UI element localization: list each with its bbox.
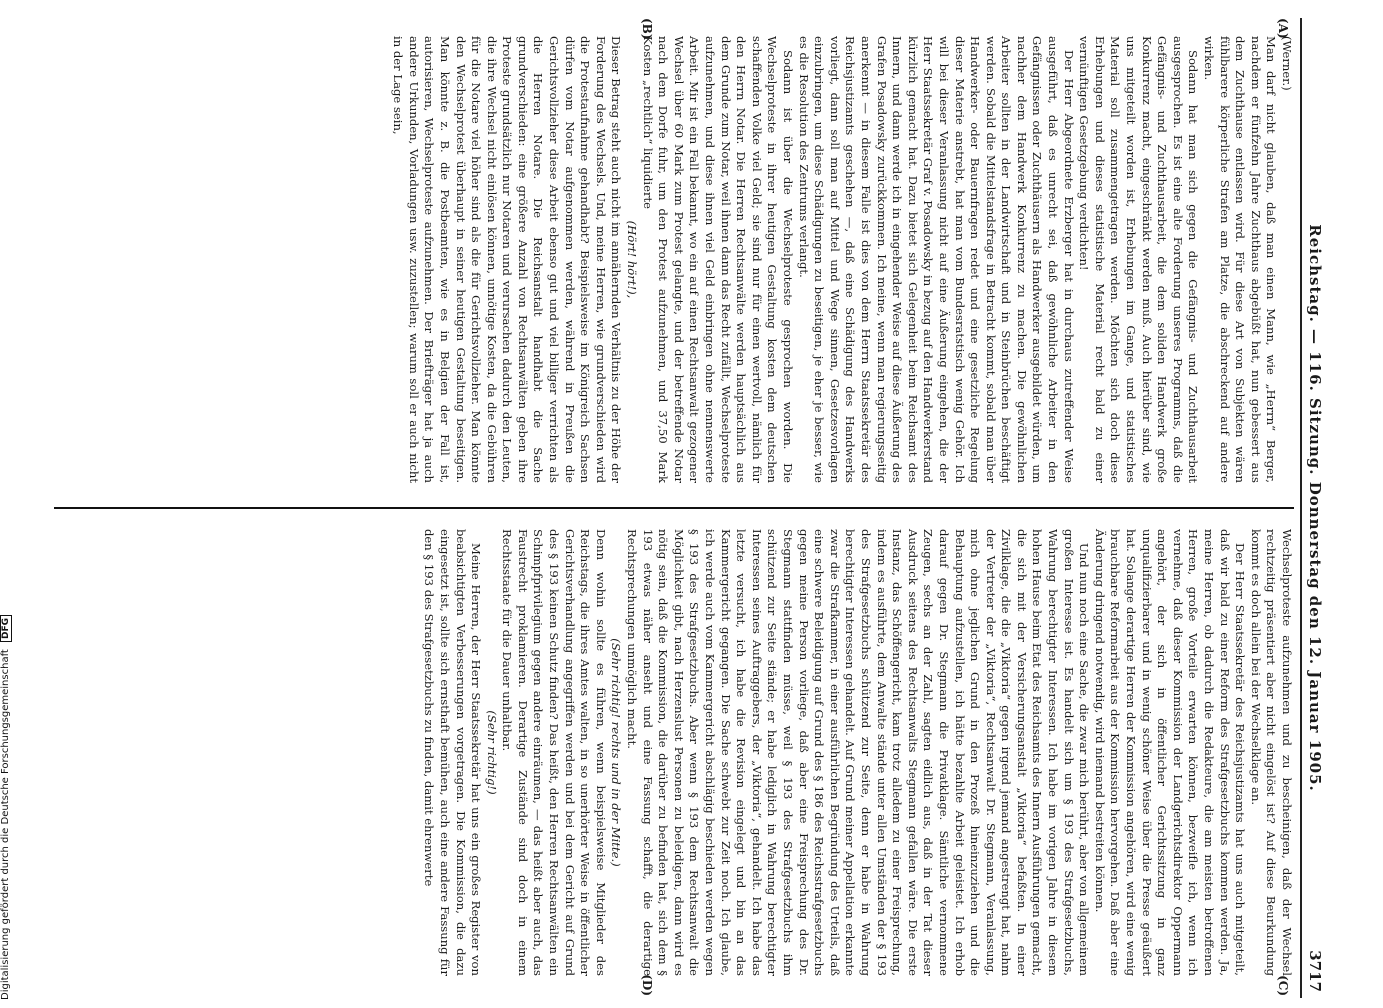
left-column <box>54 18 1294 505</box>
page-header <box>1300 18 1324 998</box>
left-column-paragraph: Man darf nicht glauben, daß man einen Mann, wie „Herrn“ Berger, nachdem er fünfzehn Jahre Zuchthaus abgebüßt hat, nun gebessert aus dem Zuchthause entlassen wird. Für diese Art von Subjekten wären fühlbarere körperliche Strafen am Platze, die abschreckend auf andere wirken. <box>1202 36 1279 483</box>
right-column-paragraph: (Sehr richtig!) <box>484 710 499 795</box>
dfg-logo: DFG <box>0 615 12 642</box>
left-column-paragraph: Dieser Betrag steht auch nicht im annähernden Verhältnis zu der Höhe der Forderung des Wechsels. Und, meine Herren, wie grundverschieden wird die Protestaufnahme gehandhabt? Beispielsweise im Königreich Sachsen dürfen vom Notar aufgenommen werden, während in Preußen die Gerichtsvollzieher diese Arbeit ebenso gut und viel billiger verrichten als die Herren Notare. Die Reichsanstalt handhabt die Sache grundverschieden: eine größere Anzahl von Rechtsanwälten geben ihre Proteste grundsätzlich nur Notaren und verursachen dadurch den Leuten, die ihre Wechsel nicht einlösen können, unnötige Kosten, da die Gebühren für die Notare viel höher sind als die für Gerichtsvollzieher. Man könnte den Wechselprotest überhaupt in seiner heutigen Gestaltung beseitigen. Man könnte z. B. die Postbeamten, wie es in Belgien der Fall ist, autorisieren, Wechselproteste aufzunehmen. Der Briefträger hat ja auch andere Urkunden, Vorladungen usw. zuzustellen; warum soll er auch nicht in der Lage sein, <box>391 36 624 483</box>
right-column-paragraph: Meine Herren, der Herr Staatssekretär hat uns ein großes Register von beabsichtigten Verbesserungen vorgetragen. Die Kommission, die dazu eingesetzt ist, sollte sich ernsthaft bemühen, auch eine andere Fassung für den § 193 des Strafgesetzbuchs zu finden, damit ehrenwerte <box>422 529 484 976</box>
rotated-document-page <box>47 8 1330 1008</box>
right-column-paragraph: (Sehr richtig! rechts und in der Mitte.) <box>609 638 624 867</box>
right-column-paragraph: Der Herr Staatssekretär des Reichsjustizamts hat uns auch mitgeteilt, daß wir bald zu einer Reform des Strafgesetzbuchs kommen werden. Ja, meine Herren, ob dadurch die Redakteure, die am meisten betroffenen Herren, große Vorteile erwarten können, bezweifle ich, wenn ich vernehme, daß dieser Kommission der Landgerichtsdirektor Oppermann angehört, der sich in öffentlicher Gerichtssitzung in ganz unqualifizierbarer und in wenig schöner Weise über die Presse geäußert hat. Solange derartige Herren der Kommission angehören, wird eine wenig brauchbare Reformarbeit aus der Kommission hervorgehen. Daß aber eine Änderung dringend notwendig, wird niemand bestreiten können. <box>1092 529 1248 976</box>
right-column-paragraph: Denn wohin sollte es führen, wenn beispielsweise Mitglieder des Reichstags, die ihres Amtes walten, in so unerhörter Weise in öffentlicher Gerichtsverhandlung angegriffen werden und bei dem Gericht auf Grund des § 193 keinen Schutz finden? Das heißt, den Herren Rechtsanwälten ein Schimpfprivilegium gegen andere einräumen, — das heißt aber auch, das Faustrecht proklamieren. Derartige Zustände sind doch in einem Rechtsstaate für die Dauer unhaltbar. <box>500 529 608 976</box>
text-columns <box>54 18 1294 998</box>
right-column <box>54 511 1294 998</box>
left-column-paragraph: (Werner.) <box>1280 36 1294 91</box>
digitization-credit <box>0 615 12 1000</box>
right-column-paragraph: Wechselproteste aufzunehmen und zu bescheinigen, daß der Wechsel rechtzeitig präsentiert aber nicht eingelöst ist? Auf diese Beurkundung kommt es doch allein bei der Wechselklage an. <box>1248 529 1294 976</box>
margin-mark-a: (A) <box>1276 18 1290 39</box>
margin-mark-c: (C) <box>1276 975 1290 996</box>
left-column-paragraph: Sodann hat man sich gegen die Gefängnis- und Zuchthausarbeit ausgesprochen. Es ist eine alte Forderung unseres Programms, daß die Gefängnis- und Zuchthausarbeit, die dem soliden Handwerk große Konkurrenz macht, eingeschränkt werden muß. Auch hierüber sind, wie uns mitgeteilt worden ist, Erhebungen im Gange, und statistisches Material soll zusammengetragen werden. Möchten sich doch diese Erhebungen und dieses statistische Material recht bald zu einer vernünftigen Gesetzgebung verdichten! <box>1077 36 1201 483</box>
right-column-paragraph: Und nun noch eine Sache, die zwar mich berührt, aber von allgemeinem großen Interesse ist. Es handelt sich um § 193 des Strafgesetzbuchs, Wahrung berechtigter Interessen. Ich habe im vorigen Jahre in diesem hohen Hause beim Etat des Reichsamts des Innern Ausführungen gemacht, die sich mit der Versicherungsanstalt „Viktoria“ befaßten. In einer Zivilklage, die die „Viktoria“ gegen irgend jemand angestrengt hat, nahm der Vertreter der „Viktoria“, Rechtsanwalt Dr. Stegmann, Veranlassung, mich ohne jeglichen Grund in den Prozeß hineinzuziehen und die Behauptung aufzustellen, ich hätte bezahlte Arbeit geleistet. Ich erhob darauf gegen Dr. Stegmann die Privatklage. Sämtliche vernommene Zeugen, sechs an der Zahl, sagten eidlich aus, daß in der Tat dieser Ausdruck seitens des Rechtsanwalts Stegmann gefallen wäre. Die erste Instanz, das Schöffengericht, kam trotz alledem zu einer Freisprechung, indem es ausführte, dem Anwalte stände unter allen Umständen der § 193 des Strafgesetzbuchs schützend zur Seite, denn er habe in Wahrung berechtigter Interessen gehandelt. Auf Grund meiner Appellation erkannte zwar die Strafkammer, in einer ausführlichen Begründung des Urteils, daß eine schwere Beleidigung auf Grund des § 186 des Reichsstrafgesetzbuchs gegen meine Person vorliege, daß aber eine Freisprechung des Dr. Stegmann stattfinden müsse, weil § 193 des Strafgesetzbuchs ihm schützend zur Seite stände; er habe lediglich in Wahrung berechtigter Interessen seines Auftraggebers, der „Viktoria“, gehandelt. Ich habe das letzte versucht, ich habe die Revision eingelegt und bin an das Kammergericht gegangen. Die Sache schwebt zur Zeit noch. Ich glaube, ich werde auch vom Kammergericht abschlägig beschieden werden wegen § 193 des Strafgesetzbuchs. Aber wenn § 193 dem Rechtsanwalt die Möglichkeit gibt, nach Herzenslust Personen zu beleidigen, dann wird es nötig sein, daß die Kommission, die darüber zu befinden hat, sich dem § 193 etwas näher anseht und eine Fassung schafft, die derartige Rechtsprechungen unmöglich macht. <box>625 529 1092 976</box>
margin-mark-b: (B) <box>640 18 654 40</box>
credit-text: Digitalisierung gefördert durch die Deutsche Forschungsgemeinschaft <box>0 649 11 1000</box>
page-number: 3717 <box>1306 950 1324 992</box>
column-divider <box>54 507 1294 509</box>
left-column-paragraph: Sodann ist über die Wechselproteste gesprochen worden. Die Wechselproteste in ihrer heutigen Gestaltung kosten dem deutschen schaffenden Volke viel Geld; sie sind nur für einen wertvoll, nämlich für den Herrn Notar. Die Herren Rechtsanwälte werden hauptsächlich aus dem Grunde zum Notar, weil ihnen dann das Recht zufällt, Wechselproteste aufzunehmen, und diese ihnen viel Geld einbringen ohne nennenswerte Arbeit. Mir ist ein Fall bekannt, wo ein auf einen Rechtsanwalt gezogener Wechsel über 60 Mark zum Protest gelangte, und der betreffende Notar nach dem Dorfe fuhr, um den Protest aufzunehmen, und 37,50 Mark Kosten „rechtlich“ liquidierte <box>640 36 795 483</box>
page-title: Reichstag. — 116. Sitzung. Donnerstag den 12. Januar 1905. <box>1306 224 1324 792</box>
margin-mark-d: (D) <box>640 974 654 996</box>
left-column-paragraph: Der Herr Abgeordnete Erzberger hat in durchaus zutreffender Weise ausgeführt, daß es unrecht sei, daß gewöhnliche Arbeiter in den Gefängnissen oder Zuchthäusern als Handwerker ausgebildet würden, um nachher dem Handwerk Konkurrenz zu machen. Die gewöhnlichen Arbeiter sollten in der Landwirtschaft und in Steinbrüchen beschäftigt werden. Sobald die Mittelstandsfrage in Betracht kommt, sobald man über Handwerker- oder Bauernfragen redet und eine gesetzliche Regelung dieser Materie anstrebt, hat man vom Bundesratstisch wenig Gehör. Ich will bei dieser Veranlassung nicht auf eine Äußerung eingehen, die der Herr Staatssekretär Graf v. Posadowsky in bezug auf den Handwerkerstand kürzlich gemacht hat. Dazu bietet sich Gelegenheit beim Reichsamt des Innern, und dann werde ich in eingehender Weise auf diese Äußerung des Grafen Posadowsky zurückkommen. Ich meine, wenn man regierungsseitig anerkennt — in diesem Falle ist dies von dem Herrn Staatssekretär des Reichsjustizamts geschehen —, daß eine Schädigung des Handwerks vorliegt, dann soll man auf Mittel und Wege sinnen, Gesetzesvorlagen einzubringen, um diese Schädigungen zu beseitigen, je eher je besser, wie es die Resolution des Zentrums verlangt. <box>796 36 1076 483</box>
left-column-paragraph: (Hört! hört!), <box>625 220 640 299</box>
